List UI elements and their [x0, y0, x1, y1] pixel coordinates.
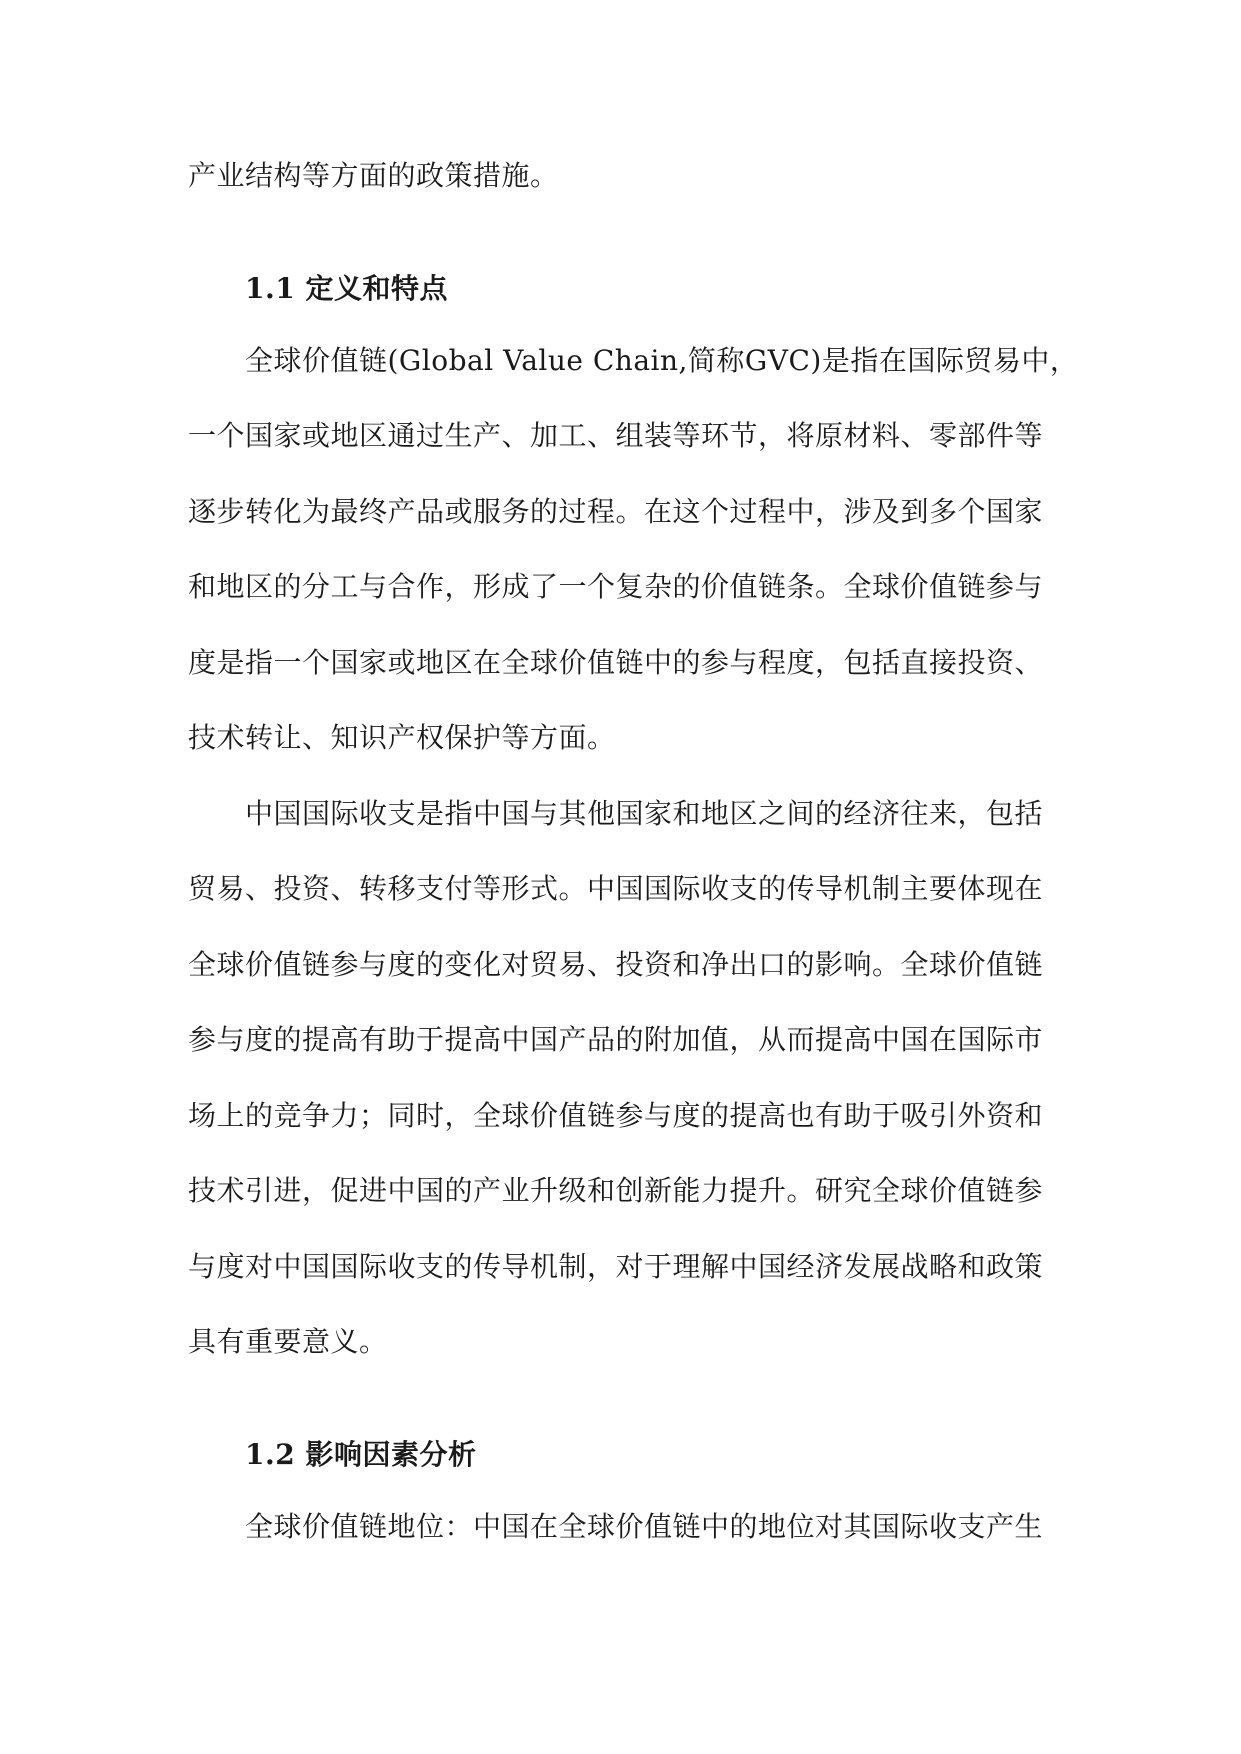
paragraph-definition	[188, 323, 1079, 776]
section-heading-1-2: 1.2 影响因素分析	[245, 1437, 477, 1471]
body-text-line: 和地区的分工与合作，形成了一个复杂的价值链条。全球价值链参与	[188, 570, 1044, 603]
body-text-line: 产业结构等方面的政策措施。	[188, 159, 559, 192]
paragraph-influencing-factors	[188, 1489, 1058, 1565]
body-text-line: 逐步转化为最终产品或服务的过程。在这个过程中，涉及到多个国家	[188, 494, 1044, 528]
body-text-line: 全球价值链地位：中国在全球价值链中的地位对其国际收支产生	[245, 1509, 1044, 1543]
body-text-line: 技术转让、知识产权保护等方面。	[188, 721, 616, 754]
document-body	[188, 138, 1079, 1564]
body-text-line: 中国国际收支是指中国与其他国家和地区之间的经济往来，包括	[245, 796, 1044, 830]
section-heading-1-1: 1.1 定义和特点	[245, 271, 448, 305]
body-text-line: 全球价值链参与度的变化对贸易、投资和净出口的影响。全球价值链	[188, 947, 1044, 981]
paragraph-balance-of-payments	[188, 776, 1058, 1380]
body-text-line: 技术引进，促进中国的产业升级和创新能力提升。研究全球价值链参	[188, 1174, 1044, 1207]
body-text-line: 与度对中国国际收支的传导机制，对于理解中国经济发展战略和政策	[188, 1249, 1044, 1283]
body-text-line: 具有重要意义。	[188, 1325, 388, 1358]
body-text-line: 一个国家或地区通过生产、加工、组装等环节，将原材料、零部件等	[188, 419, 1044, 452]
body-text-line: 全球价值链(Global Value Chain,简称GVC)是指在国际贸易中，	[245, 343, 1079, 377]
body-text-line: 度是指一个国家或地区在全球价值链中的参与程度，包括直接投资、	[188, 645, 1044, 679]
body-text-line: 参与度的提高有助于提高中国产品的附加值，从而提高中国在国际市	[188, 1023, 1044, 1056]
body-text-line: 场上的竞争力；同时，全球价值链参与度的提高也有助于吸引外资和	[188, 1098, 1044, 1132]
body-text-line: 贸易、投资、转移支付等形式。中国国际收支的传导机制主要体现在	[188, 872, 1044, 905]
